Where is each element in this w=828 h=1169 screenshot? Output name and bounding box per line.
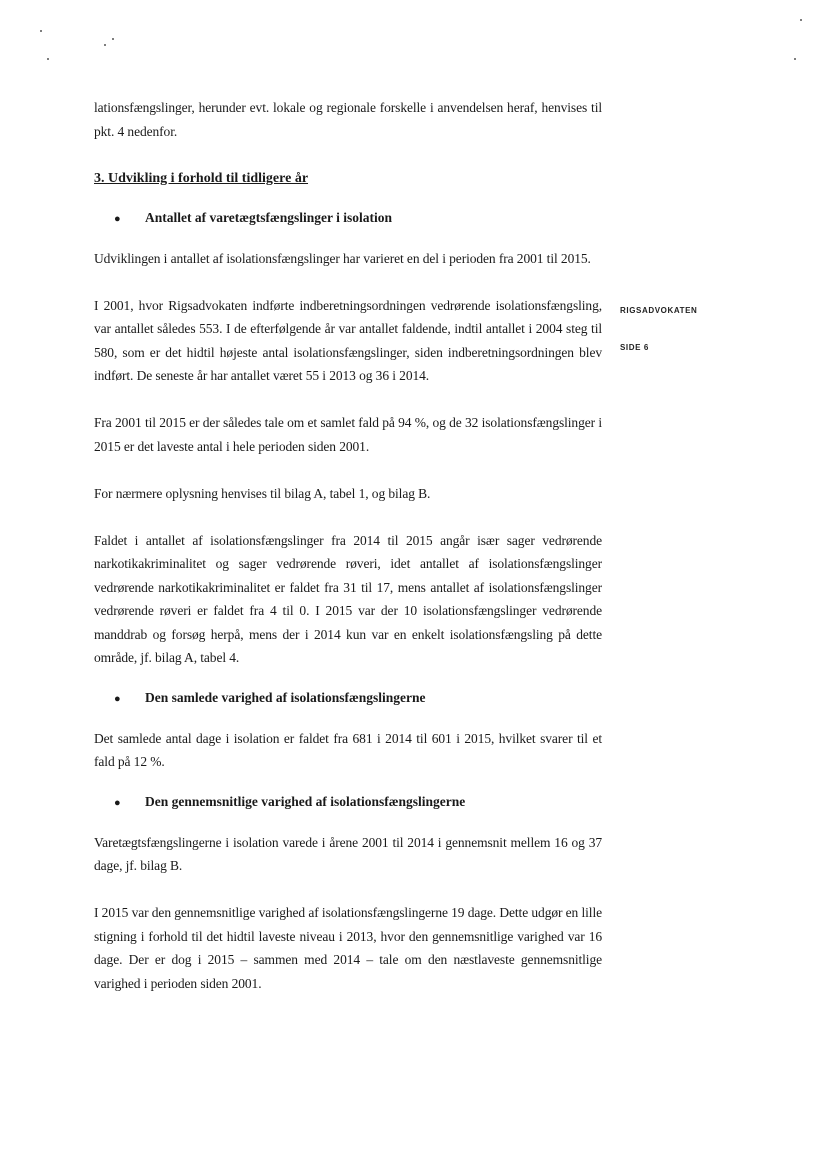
body-paragraph: I 2001, hvor Rigsadvokaten indførte indberetningsordningen vedrørende isolationsfængsling, var antallet således 553. I de efterfølgende år var antallet faldende, indtil antallet i 2004 steg til 580, som er det hidtil højeste antal isolationsfængslinger, siden indberetningsordningen blev indført. De seneste år har antallet været 55 i 2013 og 36 i 2014. [94, 297, 602, 383]
subsection-heading-text: Den gennemsnitlige varighed af isolationsfængslingerne [145, 793, 466, 809]
scan-speck [794, 58, 796, 60]
body-paragraph: Faldet i antallet af isolationsfængslinger fra 2014 til 2015 angår især sager vedrørende narkotikakriminalitet og sager vedrørende røveri, idet antallet af isolationsfængslinger vedrørende narkotikakriminalitet er faldet fra 31 til 17, mens antallet af isolationsfængslinger vedrørende røveri er faldet fra 4 til 0. I 2015 var der 10 isolationsfængslinger vedrørende manddrab og forsøg herpå, mens der i 2014 kun var en enkelt isolationsfængsling på dette område, jf. bilag A, tabel 4. [94, 532, 602, 665]
intro-paragraph: lationsfængslinger, herunder evt. lokale og regionale forskelle i anvendelsen heraf, henvises til pkt. 4 nedenfor. [94, 100, 602, 139]
body-paragraph: Varetægtsfængslingerne i isolation varede i årene 2001 til 2014 i gennemsnit mellem 16 og 37 dage, jf. bilag B. [94, 834, 602, 873]
body-paragraph: I 2015 var den gennemsnitlige varighed af isolationsfængslingerne 19 dage. Dette udgør en lille stigning i forhold til det hidtil laveste niveau i 2013, hvor den gennemsnitlige varighed var 16 dage. Der er dog i 2015 – sammen med 2014 – tale om den næstlaveste gennemsnitlige varighed i perioden siden 2001. [94, 905, 602, 991]
body-paragraph: Det samlede antal dage i isolation er faldet fra 681 i 2014 til 601 i 2015, hvilket svarer til et fald på 12 %. [94, 730, 602, 769]
bullet-icon: ● [114, 212, 121, 225]
scan-speck [47, 58, 49, 60]
body-paragraph: Fra 2001 til 2015 er der således tale om et samlet fald på 94 %, og de 32 isolationsfængslinger i 2015 er det laveste antal i hele perioden siden 2001. [94, 415, 602, 454]
bullet-icon: ● [114, 796, 121, 809]
section-title: 3. Udvikling i forhold til tidligere år [94, 170, 309, 186]
body-paragraph: For nærmere oplysning henvises til bilag A, tabel 1, og bilag B. [94, 485, 431, 501]
subsection-heading [114, 686, 602, 711]
body-paragraph: Udviklingen i antallet af isolationsfængslinger har varieret en del i perioden fra 2001 til 2015. [94, 250, 591, 266]
page-number: SIDE 6 [620, 343, 649, 352]
subsection-heading-text: Antallet af varetægtsfængslinger i isolation [145, 209, 392, 225]
subsection-heading [114, 206, 602, 231]
document-body [94, 96, 602, 995]
org-name: RIGSADVOKATEN [620, 306, 698, 315]
scan-speck [104, 44, 106, 46]
subsection-heading-text: Den samlede varighed af isolationsfængslingerne [145, 689, 426, 705]
subsection-heading [114, 790, 602, 815]
scan-speck [800, 19, 802, 21]
bullet-icon: ● [114, 692, 121, 705]
letterhead-sidebar [620, 306, 697, 352]
scan-speck [112, 38, 114, 40]
scan-speck [40, 30, 42, 32]
